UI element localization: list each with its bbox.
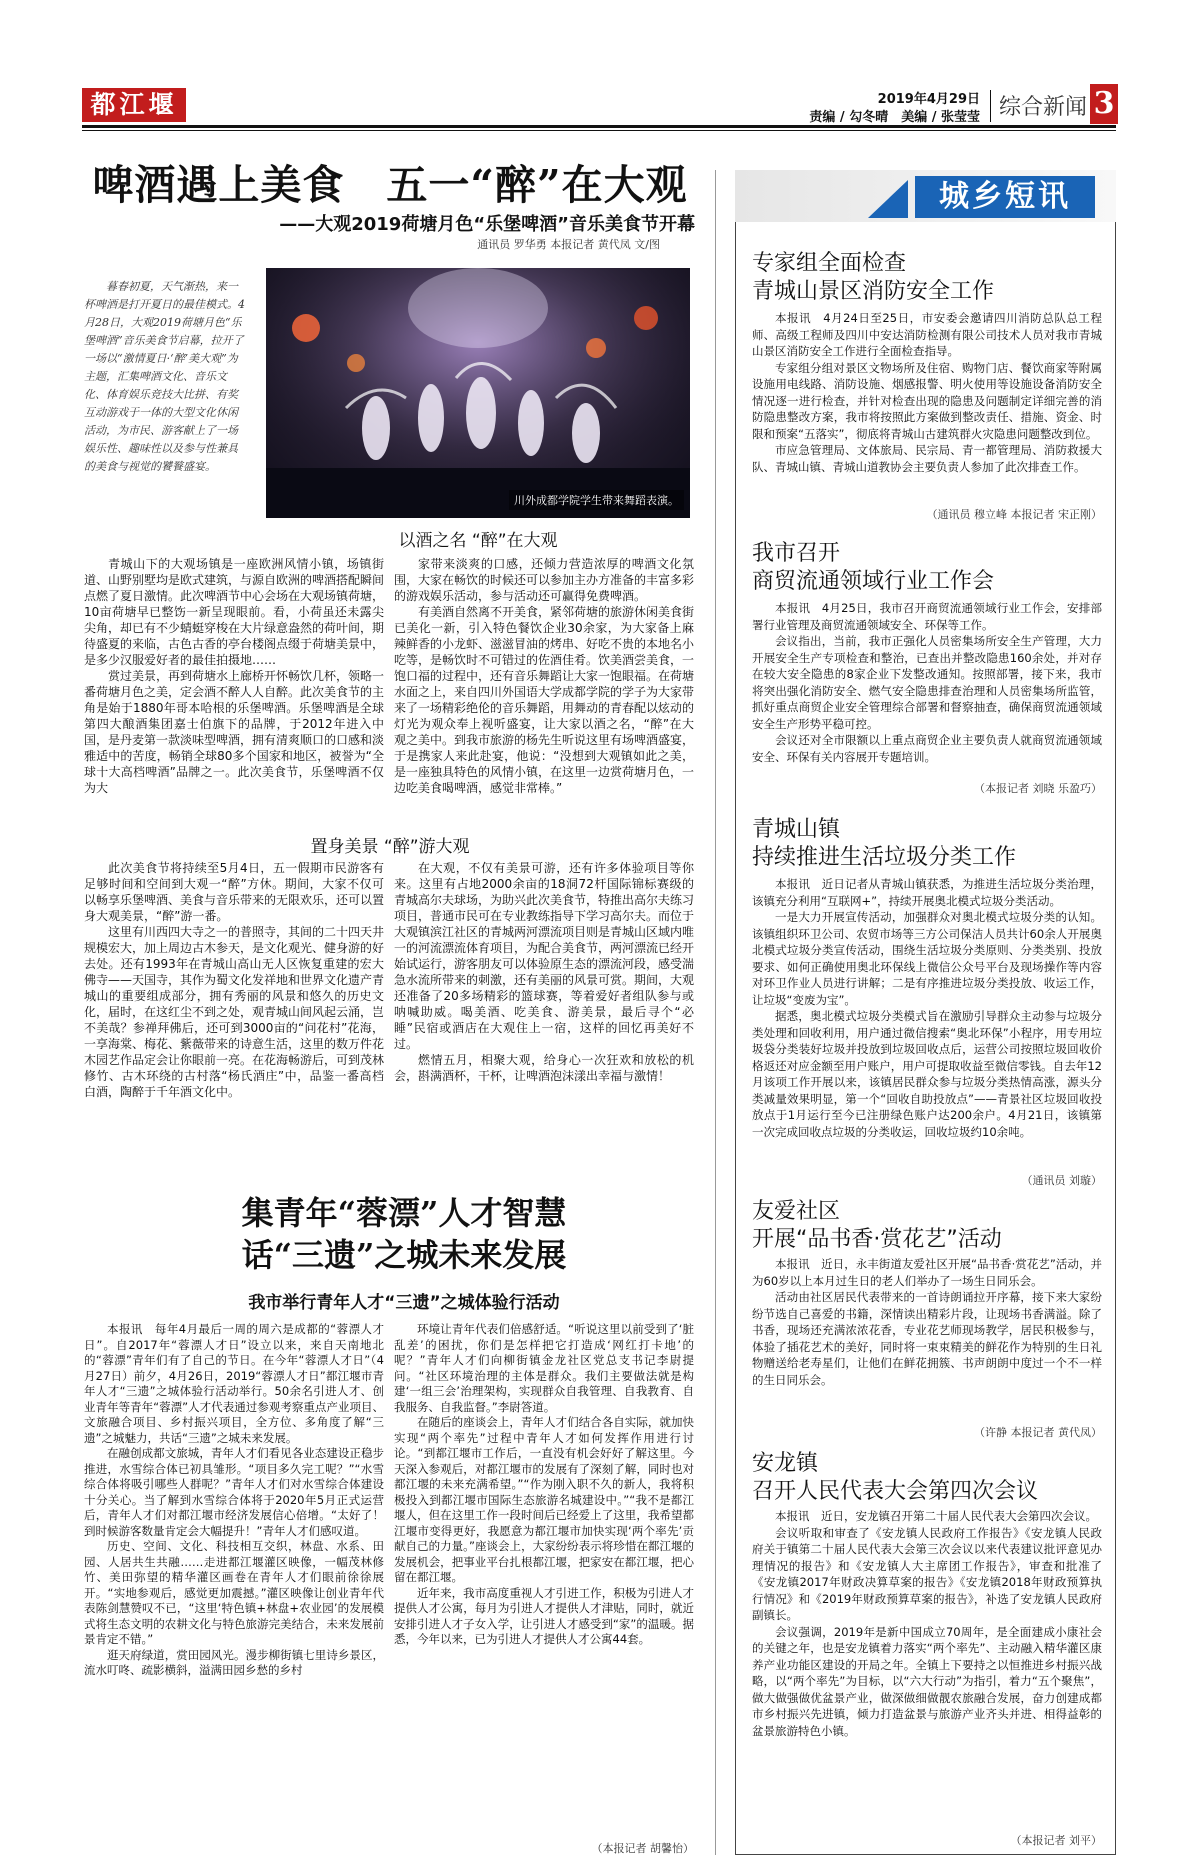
brief-2-byline: （本报记者 刘晓 乐盈巧） (974, 782, 1102, 795)
page-number: 3 (1090, 84, 1118, 124)
second-subheadline: 我市举行青年人才“三遗”之城体验行活动 (248, 1293, 560, 1313)
sidebar-header-accent (868, 180, 908, 218)
stage-photo (266, 268, 690, 518)
editors-line: 责编 / 勾冬晴 美编 / 张莹莹 (809, 110, 980, 125)
header-divider (990, 90, 991, 122)
section1-heading: 以酒之名 “醉”在大观 (398, 531, 558, 551)
dance-performance-image (266, 268, 690, 518)
header-rule-thin (82, 130, 1116, 131)
section1-col1: 青城山下的大观场镇是一座欧洲风情小镇，场镇街道、山野别墅均是欧式建筑，与源自欧洲的啤酒搭配瞬间点燃了夏日激情。此次啤酒节中心会场在大观场镇荷塘，10亩荷塘早已整饬一新呈现眼前。看，小荷虽还未露尖尖角，却已有不少蜻蜓穿梭在大片绿意盎然的荷叶间，期待盛夏的来临，古色古香的亭台楼阁点缀于荷塘美景中，是多少汉服爱好者的最佳拍摄地…… 赏过美景，再到荷塘水上廊桥开怀畅饮几杯，领略一番荷塘月色之美，定会酒不醉人人自醉。此次美食节的主角是始于1880年哥本哈根的乐堡啤酒。乐堡啤酒是全球第四大酿酒集团嘉士伯旗下的品牌，于2012年进入中国，是丹麦第一款淡味型啤酒，拥有清爽顺口的口感和淡雅适中的苦度，畅销全球80多个国家和地区，被誉为“全球十大高档啤酒”品牌之一。此次美食节，乐堡啤酒不仅为大 (84, 557, 385, 795)
brief-3-byline: （通讯员 刘璇） (1021, 1174, 1102, 1187)
column-divider (715, 170, 716, 1855)
lead-headline: 啤酒遇上美食 五一“醉”在大观 (92, 161, 688, 209)
brief-4-title: 友爱社区 开展“品书香·赏花艺”活动 (752, 1199, 1002, 1252)
brief-4-byline: （许静 本报记者 黄代凤） (974, 1426, 1102, 1439)
section-name: 综合新闻 (998, 95, 1087, 120)
brief-1-title: 专家组全面检查 青城山景区消防安全工作 (752, 251, 995, 304)
newspaper-logo: 都江堰报 (82, 88, 186, 122)
lead-intro: 暮春初夏，天气渐热，来一杯啤酒是打开夏日的最佳模式。4月28日，大观2019荷塘月色“乐堡啤酒”音乐美食节启幕，拉开了一场以“激情夏日·‘醉’美大观”为主题，汇集啤酒文化、音乐文化、体育娱乐竞技大比拼、有奖互动游戏于一体的大型文化休闲活动，为市民、游客献上了一场娱乐性、趣味性以及参与性兼具的美食与视觉的饕餮盛宴。 (84, 280, 245, 473)
section1-col2: 家带来淡爽的口感，还倾力营造浓厚的啤酒文化氛围，大家在畅饮的时候还可以参加主办方准备的丰富多彩的游戏娱乐活动，参与活动还可赢得免费啤酒。 有美酒自然离不开美食，紧邻荷塘的旅游休闲美食街已美化一新，引入特色餐饮企业30余家，为大家备上麻辣鲜香的小龙虾、滋滋冒油的烤串、好吃不贵的本地名小吃等，是畅饮时不可错过的佐酒佳肴。饮美酒尝美食，一饱口福的过程中，还有音乐舞蹈让大家一饱眼福。在荷塘水面之上，来自四川外国语大学成都学院的学子为大家带来了一场精彩绝伦的音乐舞蹈，用舞动的青春配以炫动的灯光为观众奉上视听盛宴，让大家以酒之名，“醉”在大观之美中。到我市旅游的杨先生听说这里有场啤酒盛宴，于是携家人来此赴宴，他说：“没想到大观镇如此之美，是一座独具特色的风情小镇，在这里一边赏荷塘月色，一边吃美食喝啤酒，感觉非常棒。” (394, 557, 695, 795)
section2-heading: 置身美景 “醉”游大观 (310, 837, 470, 857)
brief-1-body: 本报讯 4月24日至25日，市安委会邀请四川消防总队总工程师、高级工程师及四川中安达消防检测有限公司技术人员对我市青城山景区消防安全工作进行全面检查指导。 专家组分组对景区文物场所及住宿、购物门店、餐饮商家等附属设施用电线路、消防设施、烟感报警、明火使用等设施设备消防安全情况逐一进行检查，并针对检查出现的隐患及问题制定详细完善的消防隐患整改方案，我市将按照此方案做到整改责任、措施、资金、时限和预案“五落实”，彻底将青城山古建筑群火灾隐患问题整改到位。 市应急管理局、文体旅局、民宗局、青一都管理局、消防救援大队、青城山镇、青城山道教协会主要负责人参加了此次排查工作。 (752, 311, 1102, 474)
second-story-col1: 本报讯 每年4月最后一周的周六是成都的“蓉漂人才日”。自2017年“蓉漂人才日”设立以来，来自天南地北的“蓉漂”青年们有了自己的节日。在今年“蓉漂人才日”（4月27日）前夕，4月26日，2019“蓉漂人才日”都江堰市青年人才“三遗”之城体验行活动举行。50余名引进人才、创业青年等青年“蓉漂”人才代表通过参观考察重点产业项目、文旅融合项目、乡村振兴项目，全方位、多角度了解“三遗”之城魅力，共话“三遗”之城未来发展。 在融创成都文旅城，青年人才们看见各业态建设正稳步推进，水雪综合体已初具雏形。“项目多久完工呢？”“水雪综合体将吸引哪些人群呢？”青年人才们对水雪综合体建设十分关心。当了解到水雪综合体将于2020年5月正式运营后，青年人才们对都江堰市经济发展信心倍增。“太好了！到时候游客数量肯定会大幅提升！”青年人才们感叹道。 历史、空间、文化、科技相互交织，林盘、水系、田园、人居共生共融……走进都江堰灌区映像，一幅茂林修竹、美田弥望的精华灌区画卷在青年人才们眼前徐徐展开。“实地参观后，感觉更加震撼。”灌区映像让创业青年代表陈剑慧赞叹不已，“这里‘特色镇+林盘+农业园’的发展模式将生态文明的农耕文化与特色旅游完美结合，未来发展前景肯定不错。” 逛天府绿道，赏田园风光。漫步柳街镇七里诗乡景区，流水叮咚、疏影横斜，溢满田园乡愁的乡村 (84, 1322, 384, 1677)
section2-col2: 在大观，不仅有美景可游，还有许多体验项目等你来。这里有占地2000余亩的18洞72杆国际锦标赛级的青城高尔夫球场，为助兴此次美食节，特推出高尔夫练习项目，普通市民可在专业教练指导下学习高尔夫。而位于大观镇滨江社区的青城两河漂流项目则是青城山区域内唯一的河流漂流体育项目，为配合美食节，两河漂流已经开始试运行，游客朋友可以体验原生态的漂流河段，感受湍急水流所带来的刺激，还有美丽的风景可赏。期间，大观还准备了20多场精彩的篮球赛，等着爱好者组队参与或呐喊助威。喝美酒、吃美食、游美景，最后寻个“必睡”民宿或酒店在大观住上一宿，这样的回忆再美好不过。 燃情五月，相聚大观，给身心一次狂欢和放松的机会，斟满酒杯，干杯，让啤酒泡沫漾出幸福与激情！ (394, 861, 695, 1083)
brief-3-title: 青城山镇 持续推进生活垃圾分类工作 (752, 817, 1017, 870)
second-story-byline: （本报记者 胡馨怡） (591, 1842, 694, 1855)
issue-date: 2019年4月29日 (877, 92, 980, 107)
photo-caption: 川外成都学院学生带来舞蹈表演。 (509, 490, 684, 510)
lead-byline: 通讯员 罗华勇 本报记者 黄代凤 文/图 (477, 238, 660, 251)
brief-2-body: 本报讯 4月25日，我市召开商贸流通领域行业工作会，安排部署行业管理及商贸流通领域安全、环保等工作。 会议指出，当前，我市正强化人员密集场所安全生产管理，大力开展安全生产专项检查和整治，已查出并整改隐患160余处，并对存在较大安全隐患的8家企业下发整改通知。按照部署，接下来，我市将突出强化消防安全、燃气安全隐患排查治理和人员密集场所监管，抓好重点商贸企业安全管理综合部署和督察抽查，确保商贸流通领域安全生产形势平稳可控。 会议还对全市限额以上重点商贸企业主要负责人就商贸流通领域安全、环保有关内容展开专题培训。 (752, 601, 1102, 764)
header-rule (82, 125, 1116, 128)
second-headline: 集青年“蓉漂”人才智慧 话“三遗”之城未来发展 (241, 1194, 567, 1274)
brief-4-body: 本报讯 近日，永丰街道友爱社区开展“品书香·赏花艺”活动，并为60岁以上本月过生日的老人们举办了一场生日同乐会。 活动由社区居民代表带来的一首诗朗诵拉开序幕，接下来大家纷纷节选自己喜爱的书籍，深情读出精彩片段，让现场书香满溢。除了书香，现场还充满浓浓花香，专业花艺师现场教学，居民积极参与，体验了插花艺术的美好，同时将一束束精美的鲜花作为特别的生日礼物赠送给老寿星们，让他们在鲜花拥簇、书声朗朗中度过一个不一样的生日同乐会。 (752, 1257, 1102, 1387)
brief-5-body: 本报讯 近日，安龙镇召开第二十届人民代表大会第四次会议。 会议听取和审查了《安龙镇人民政府工作报告》《安龙镇人民政府关于镇第二十届人民代表大会第三次会议以来代表建议批评意见办理情况的报告》和《安龙镇人大主席团工作报告》，审查和批准了《安龙镇2017年财政决算草案的报告》《安龙镇2018年财政预算执行情况》和《2019年财政预算草案的报告》，补选了安龙镇人民政府副镇长。 会议强调，2019年是新中国成立70周年，是全面建成小康社会的关键之年，也是安龙镇着力落实“两个率先”、主动融入精华灌区康养产业功能区建设的开局之年。全镇上下要持之以恒推进乡村振兴战略，以“两个率先”为目标，以“六大行动”为指引，着力“五个聚焦”，做大做强做优盆景产业，做深做细做靓农旅融合发展，奋力创建成都市乡村振兴先进镇，倾力打造盆景与旅游产业齐头并进、相得益彰的盆景旅游特色小镇。 (752, 1509, 1102, 1738)
lead-subheadline: ——大观2019荷塘月色“乐堡啤酒”音乐美食节开幕 (279, 214, 695, 235)
brief-5-title: 安龙镇 召开人民代表大会第四次会议 (752, 1451, 1039, 1504)
second-story-col2: 环境让青年代表们倍感舒适。“听说这里以前受到了‘脏乱差’的困扰，你们是怎样把它打造成‘网红打卡地’的呢？”青年人才们向柳街镇金龙社区党总支书记李尉提问。“社区环境治理的主体是群众。我们主要做法就是构建‘一组三会’治理架构，实现群众自我管理、自我教育、自我服务、自我监督。”李尉答道。 在随后的座谈会上，青年人才们结合各自实际，就加快实现“两个率先”过程中青年人才如何发挥作用进行讨论。“到都江堰市工作后，一直没有机会好好了解这里。今天深入参观后，对都江堰市的发展有了深刻了解，同时也对都江堰的未来充满希望。”“作为刚入职不久的新人，我将积极投入到都江堰市国际生态旅游名城建设中。”“我不是都江堰人，但在这里工作一段时间后已经爱上了这里，我希望都江堰市变得更好，我愿意为都江堰市加快实现‘两个率先’贡献自己的力量。”座谈会上，大家纷纷表示将珍惜在都江堰的发展机会，把事业平台扎根都江堰，把家安在都江堰，把心留在都江堰。 近年来，我市高度重视人才引进工作，积极为引进人才提供人才公寓，每月为引进人才提供人才津贴，同时，就近安排引进人才子女入学，让引进人才感受到“家”的温暖。据悉，今年以来，已为引进人才提供人才公寓44套。 (394, 1322, 694, 1646)
brief-2-title: 我市召开 商贸流通领域行业工作会 (752, 541, 995, 594)
brief-3-body: 本报讯 近日记者从青城山镇获悉，为推进生活垃圾分类治理，该镇充分利用“互联网+”，持续开展奥北模式垃圾分类活动。 一是大力开展宣传活动，加强群众对奥北模式垃圾分类的认知。该镇组织环卫公司、农贸市场等三方公司保洁人员共计60余人开展奥北模式垃圾分类宣传活动，围绕生活垃圾分类原则、分类类别、投放要求、如何正确使用奥北环保线上微信公众号平台及现场操作等内容对环卫作业人员进行讲解；二是有序推进垃圾分类投放、收运工作，让垃圾“变废为宝”。 据悉，奥北模式垃圾分类模式旨在激励引导群众主动参与垃圾分类处理和回收利用，用户通过微信搜索“奥北环保”小程序，用专用垃圾袋分类装好垃圾并投放到垃圾回收点后，运营公司按照垃圾回收价格返还对应金额至用户账户，用户可提取收益至微信零钱。自去年12月该项工作开展以来，该镇居民群众参与垃圾分类热情高涨，源头分类减量效果明显，第一个“回收自助投放点”——青景社区垃圾回收投放点于1月运行至今已注册绿色账户达200余户。4月21日，该镇第一次完成回收点垃圾的分类收运，回收垃圾约10余吨。 (752, 877, 1102, 1139)
sidebar-title: 城乡短讯 (915, 176, 1095, 218)
brief-1-byline: （通讯员 穆立峰 本报记者 宋正刚） (926, 508, 1102, 521)
section2-col1: 此次美食节将持续至5月4日，五一假期市民游客有足够时间和空间到大观一“醉”方休。期间，大家不仅可以畅享乐堡啤酒、美食与音乐带来的无限欢乐，还可以置身大观美景，“醉”游一番。 这里有川西四大寺之一的普照寺，其间的二十四天井规模宏大，加上周边古木参天，是文化观光、健身游的好去处。还有1993年在青城山高山无人区恢复重建的宏大佛寺——天国寺，其作为蜀文化发祥地和世界文化遗产青城山的重要组成部分，拥有秀丽的风景和悠久的历史文化，届时，在这红尘不到之处，观青城山间风起云涌，岂不美哉？参禅拜佛后，还可到3000亩的“问花村”花海，一享海棠、梅花、紫薇带来的诗意生活，这里的数万件花木园艺作品定会让你眼前一亮。在花海畅游后，可到茂林修竹、古木环绕的古村落“杨氏酒庄”中，品鉴一番高档白酒，陶醉于千年酒文化中。 (84, 861, 385, 1099)
brief-5-byline: （本报记者 刘平） (1010, 1834, 1102, 1847)
